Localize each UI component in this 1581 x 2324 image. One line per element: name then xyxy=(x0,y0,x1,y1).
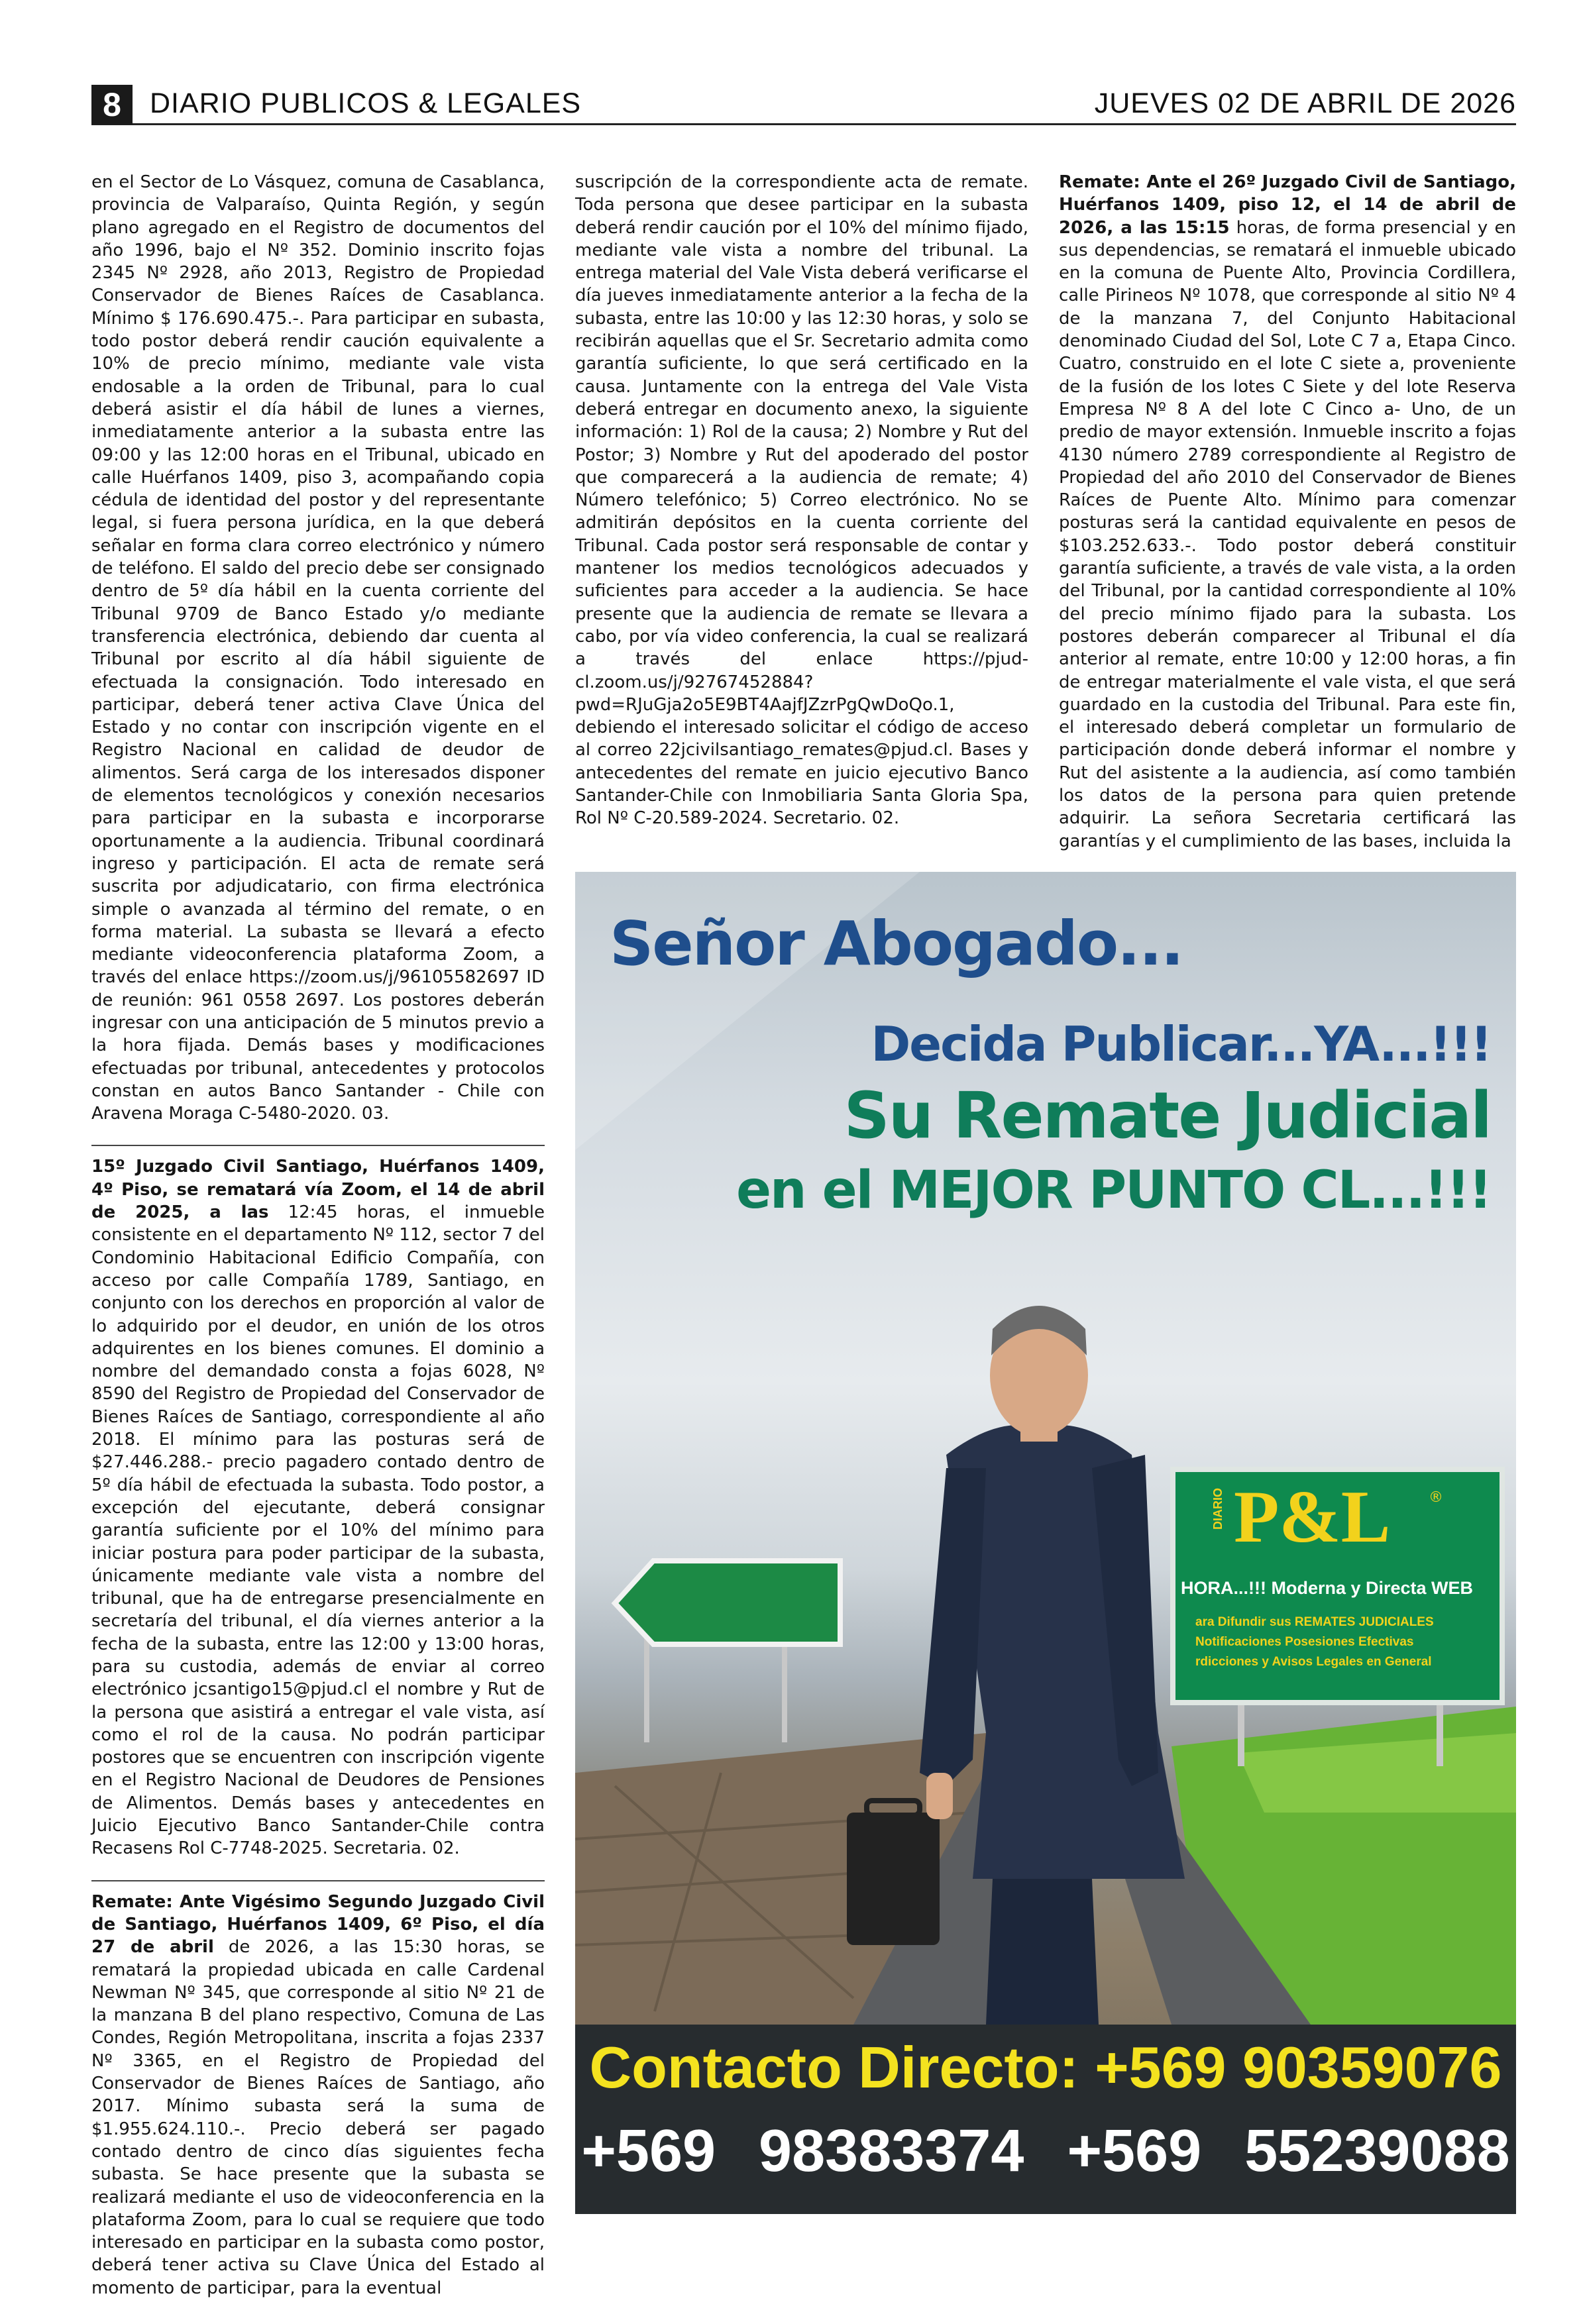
sign-diario-label: DIARIO xyxy=(1211,1488,1225,1530)
notice-22-continuation: suscripción de la correspondiente acta de remate. Toda persona que desee participar en la subasta deberá rendir caución por el 10% del mínimo fijado, mediante vale vista a nombre del tribunal. La entrega material del Vale Vista deberá verificarse el día jueves inmediatamente anterior a la fecha de la subasta, entre las 10:00 y las 12:30 horas, y solo se recibirán aquellas que el Sr. Secretario admita como garantía suficiente, lo que será certificado en la causa. Juntamente con la entrega del Vale Vista deberá entregar en documento anexo, la siguiente información: 1) Rol de la causa; 2) Nombre y Rut del Postor; 3) Nombre y Rut del apoderado del postor que comparecerá a la audiencia de remate; 4) Número telefónico; 5) Correo electrónico. No se admitirán depósitos en la cuenta corriente del Tribunal. Cada postor será responsable de contar y mantener los medios tecnológicos adecuados y suficientes para acceder a la audiencia. Se hace presente que la audiencia de remate se llevara a cabo, por vía video conferencia, la cual se realizará a través del enlace https://pjud-cl.zoom.us/j/92767452884?pwd=RJuGja2o5E9BT4AajfJZzrPgQwDoQo.1, debiendo el interesado solicitar el código de acceso al correo 22jcivilsantiago_remates@pjud.cl. Bases y antecedentes del remate en juicio ejecutivo Banco Santander-Chile con Inmobiliaria Santa Gloria Spa, Rol Nº C-20.589-2024. Secretario. 02. xyxy=(575,172,1028,829)
newspaper-title: DIARIO PUBLICOS & LEGALES xyxy=(150,87,582,119)
notice-divider xyxy=(91,1880,545,1881)
ad-main-slogan: Su Remate Judicial xyxy=(844,1079,1491,1153)
notice-15-juzgado xyxy=(91,1155,545,1860)
registered-mark: ® xyxy=(1429,1489,1443,1506)
sign-tagline: HORA...!!! Moderna y Directa WEB xyxy=(1181,1578,1474,1598)
sign-services-line: ara Difundir sus REMATES JUDICIALES xyxy=(1195,1615,1434,1629)
column-middle xyxy=(575,171,1028,830)
brand-sign xyxy=(1170,1467,1505,1705)
notice-divider xyxy=(91,1145,545,1146)
page-number: 8 xyxy=(91,85,133,125)
ad-headline: Señor Abogado... xyxy=(610,908,1183,979)
ad-slogan-tail: en el MEJOR PUNTO CL...!!! xyxy=(736,1161,1491,1220)
ad-subheadline: Decida Publicar...YA...!!! xyxy=(871,1016,1491,1072)
issue-date: JUEVES 02 DE ABRIL DE 2026 xyxy=(1094,87,1516,119)
advertisement xyxy=(575,872,1516,2214)
notice-lo-vasquez: en el Sector de Lo Vásquez, comuna de Casablanca, provincia de Valparaíso, Quinta Región, y según plano agregado en el Registro de documentos del año 1996, bajo el Nº 352. Dominio inscrito fojas 2345 Nº 2928, año 2013, Registro de Propiedad Conservador de Bienes Raíces de Casablanca. Mínimo $ 176.690.475.-. Para participar en subasta, todo postor deberá rendir caución equivalente a 10% de precio mínimo, mediante vale vista endosable a la orden de Tribunal, para lo cual deberá asistir el día hábil de lunes a viernes, inmediatamente anterior a la subasta entre las 09:00 y las 12:00 horas en el Tribunal, ubicado en calle Huérfanos 1409, piso 3, acompañando copia cédula de identidad del postor y del representante legal, si fuera persona jurídica, en la que deberá señalar en forma clara correo electrónico y número de teléfono. El saldo del precio debe ser consignado dentro de 5º día hábil en la cuenta corriente del Tribunal 9709 de Banco Estado y/o mediante transferencia electrónica, debiendo dar cuenta al Tribunal por escrito al día hábil siguiente de efectuada la consignación. Todo interesado en participar, deberá tener activa Clave Única del Estado y no contar con inscripción vigente en el Registro Nacional en calidad de deudor de alimentos. Será carga de los interesados disponer de elementos tecnológicos y conexión necesarios para participar en la subasta e incorporarse oportunamente a la audiencia. Tribunal coordinará ingreso y participación. El acta de remate será suscrita por adjudicatario, con firma electrónica simple o avanzada al término del remate, o en forma material. La subasta se llevará a efecto mediante videoconferencia plataforma Zoom, a través del enlace https://zoom.us/j/96105582697 ID de reunión: 961 0558 2697. Los postores deberán ingresar con una anticipación de 5 minutos previo a la hora fijada. Demás bases y modificaciones efectuadas por tribunal, antecedentes y protocolos constan en autos Banco Santander - Chile con Aravena Moraga C-5480-2020. 03. xyxy=(91,172,545,1124)
contact-banner xyxy=(575,2025,1516,2214)
sign-services-line: rdicciones y Avisos Legales en General xyxy=(1195,1655,1432,1669)
notice-26-body: horas, de forma presencial y en sus dependencias, se rematará el inmueble ubicado en la comuna de Puente Alto, Provincia Cordillera, calle Pirineos Nº 1078, que corresponde al sitio Nº 4 de la manzana 7, del Conjunto Habitacional denominado Ciudad del Sol, Lote C 7 a, Etapa Cinco. Cuatro, construido en el lote C siete a, proveniente de la fusión de los lotes C Siete y del lote Reserva Empresa Nº 8 A del lote C Cinco a- Uno, de un predio de mayor extensión. Inmueble inscrito a fojas 4130 número 2789 correspondiente al Registro de Propiedad del año 2010 del Conservador de Bienes Raíces de Puente Alto. Mínimo para comenzar posturas será la cantidad equivalente en pesos de $103.252.633.-. Todo postor deberá constituir garantía suficiente, a través de vale vista, a la orden del Tribunal, por la cantidad correspondiente al 10% del precio mínimo fijado para la subasta. Los postores deberán comparecer al Tribunal el día anterior al remate, entre 10:00 y 12:00 horas, a fin de entregar materialmente el vale vista, el que será guardado en la custodia del Tribunal. Para este fin, el interesado deberá completar un formulario de participación donde deberá informar el nombre y Rut del asistente a la audiencia, así como también los datos de la persona para quien pretende adquirir. La señora Secretaria certificará las garantías y el cumplimiento de las bases, incluida la xyxy=(1059,217,1516,851)
notice-15-heading: 15º Juzgado Civil Santiago, Huérfanos 1409, 4º Piso, se rematará vía Zoom, el 14 de abril de 2025, a las xyxy=(91,1157,545,1223)
notice-22-juzgado xyxy=(91,1891,545,2299)
notice-15-body: 12:45 horas, el inmueble consistente en el departamento Nº 112, sector 7 del Condominio Habitacional Edificio Compañía, con acceso por calle Compañía 1789, Santiago, en conjunto con los derechos en proporción al valor de lo adquirido por el deudor, en unión de los otros adquirentes en los bienes comunes. El dominio a nombre del demandado consta a fojas 6028, Nº 8590 del Registro de Propiedad del Conservador de Bienes Raíces de Santiago, correspondiente al año 2018. El mínimo para las posturas será de $27.446.288.- precio pagadero contado dentro de 5º día hábil de efectuada la subasta. Todo postor, a excepción del ejecutante, deberá consignar garantía suficiente por el 10% del mínimo para iniciar postura para poder participar de la subasta, únicamente mediante vale vista a nombre del tribunal, que ha de entregarse presencialmente en secretaría del tribunal, el día viernes anterior a la fecha de la subasta, entre las 12:00 y 13:00 horas, para su custodia, además de enviar al correo electrónico jcsantigo15@pjud.cl el nombre y Rut de la persona que asistirá a entregar el vale vista, así como el rol de la causa. No podrán participar postores que se encuentren con inscripción vigente en el Registro Nacional de Deudores de Pensiones de Alimentos. Demás bases y antecedentes en Juicio Ejecutivo Banco Santander-Chile contra Recasens Rol C-7748-2025. Secretaria. 02. xyxy=(91,1202,545,1859)
notice-26-heading: Remate: Ante el 26º Juzgado Civil de Santiago, Huérfanos 1409, piso 12, el 14 de abril de 2026, a las 15:15 xyxy=(1059,172,1516,238)
notice-26-juzgado xyxy=(1059,171,1516,853)
notice-22-body: de 2026, a las 15:30 horas, se rematará la propiedad ubicada en calle Cardenal Newman Nº 345, que corresponde al sitio Nº 21 de la manzana B del plano respectivo, Comuna de Las Condes, Región Metropolitana, inscrita a fojas 2337 Nº 3365, en el Registro de Propiedad del Conservador de Bienes Raíces de Santiago, año 2017. Mínimo subasta será la suma de $1.955.624.110.-. Precio deberá ser pagado contado dentro de cinco días siguientes fecha subasta. Se hace presente que la subasta se realizará mediante el uso de videoconferencia en la plataforma Zoom, para lo cual se requiere que todo interesado en participar en la subasta como postor, deberá tener activa su Clave Única del Estado al momento de participar, para la eventual xyxy=(91,1937,545,2298)
brand-logo: P&L xyxy=(1234,1476,1391,1558)
contact-line: Contacto Directo: +569 90359076 xyxy=(589,2034,1502,2100)
page-header xyxy=(91,85,1516,125)
column-right xyxy=(1059,171,1516,853)
notice-22-heading: Remate: Ante Vigésimo Segundo Juzgado Civil de Santiago, Huérfanos 1409, 6º Piso, el día 27 de abril xyxy=(91,1891,545,1958)
sign-services-line: Notificaciones Posesiones Efectivas xyxy=(1195,1635,1414,1649)
column-left xyxy=(91,171,545,2299)
contact-phones: +569 98383374 +569 55239088 xyxy=(581,2118,1510,2184)
